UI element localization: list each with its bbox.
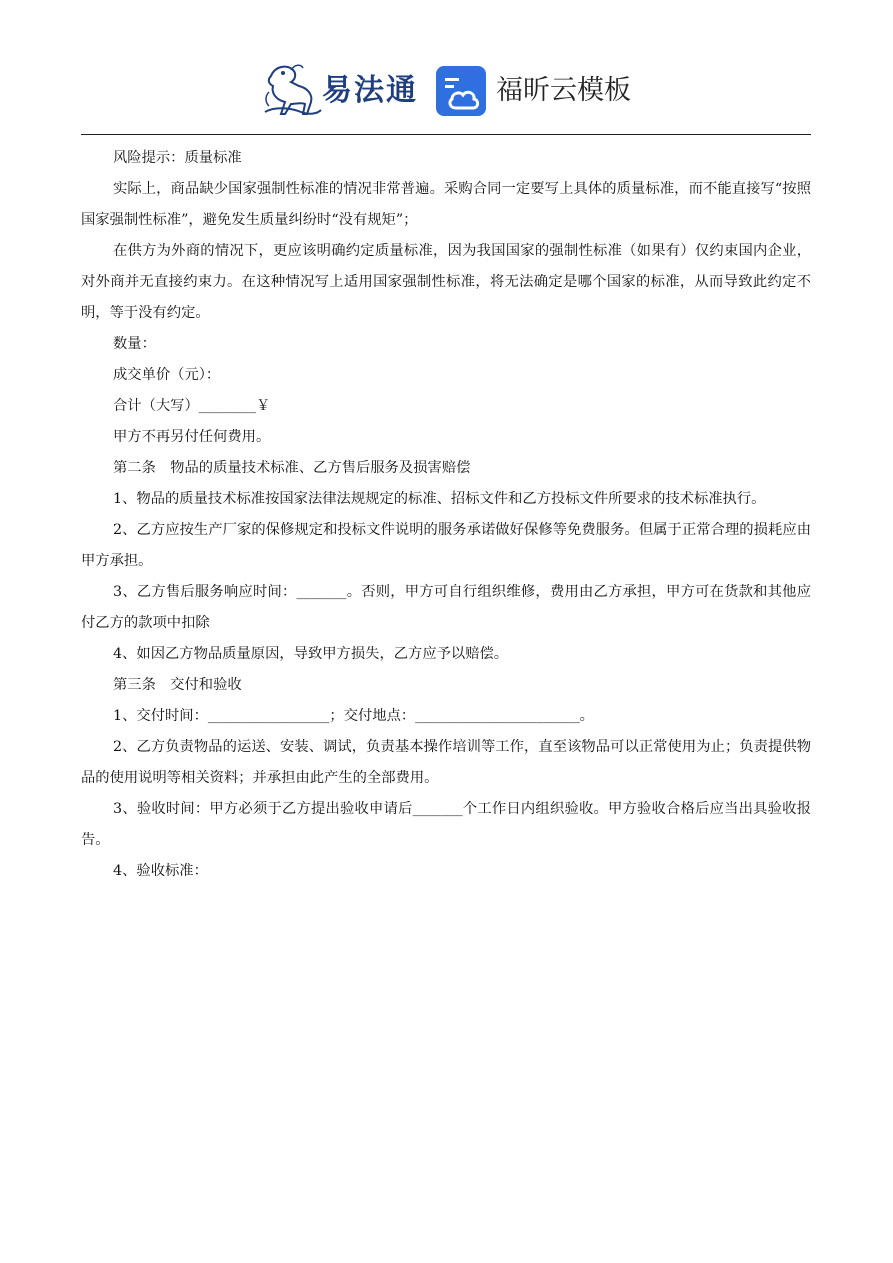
risk-tip-heading: 风险提示：质量标准	[113, 150, 242, 166]
clause-item: 1、物品的质量技术标准按国家法律法规规定的标准、招标文件和乙方投标文件所要求的技术标准执行。	[113, 491, 766, 507]
header-divider	[81, 134, 811, 135]
paragraph: 在供方为外商的情况下，更应该明确约定质量标准，因为我国国家的强制性标准（如果有）仅约束国内企业，对外商并无直接约束力。在这种情况写上适用国家强制性标准，将无法确定是哪个国家的标准，从而导致此约定不明，等于没有约定。	[81, 243, 811, 321]
unit-price-line: 成交单价（元）：	[113, 367, 221, 383]
article-3-heading: 第三条 交付和验收	[113, 677, 242, 693]
clause-item: 2、乙方负责物品的运送、安装、调试，负责基本操作培训等工作，直至该物品可以正常使用为止；负责提供物品的使用说明等相关资料；并承担由此产生的全部费用。	[81, 739, 811, 786]
clause-item: 3、验收时间：甲方必须于乙方提出验收申请后_______个工作日内组织验收。甲方验收合格后应当出具验收报告。	[81, 801, 811, 848]
paragraph: 实际上，商品缺少国家强制性标准的情况非常普遍。采购合同一定要写上具体的质量标准，而不能直接写“按照国家强制性标准”，避免发生质量纠纷时“没有规矩”；	[81, 181, 811, 228]
horse-icon	[261, 62, 323, 120]
clause-item: 4、如因乙方物品质量原因，导致甲方损失，乙方应予以赔偿。	[113, 646, 509, 662]
clause-item: 3、乙方售后服务响应时间：_______。否则，甲方可自行组织维修，费用由乙方承担，甲方可在货款和其他应付乙方的款项中扣除	[81, 584, 811, 631]
cloud-document-icon	[436, 66, 486, 116]
foxit-template-logo	[436, 66, 636, 120]
total-line: 合计（大写）________￥	[113, 398, 271, 414]
clause-item: 4、验收标准：	[113, 863, 208, 879]
yifatong-logo	[261, 62, 421, 120]
yifatong-brand-text: 易法通	[322, 73, 418, 108]
article-2-heading: 第二条 物品的质量技术标准、乙方售后服务及损害赔偿	[113, 460, 471, 476]
page-header	[0, 60, 893, 126]
clause-item: 2、乙方应按生产厂家的保修规定和投标文件说明的服务承诺做好保修等免费服务。但属于正常合理的损耗应由甲方承担。	[81, 522, 811, 569]
quantity-line: 数量：	[113, 336, 156, 352]
clause-item: 1、交付时间：_________________；交付地点：_______________________。	[113, 708, 594, 724]
document-body	[81, 143, 811, 887]
foxit-brand-text: 福昕云模板	[496, 75, 631, 106]
paragraph: 甲方不再另付任何费用。	[113, 429, 271, 445]
